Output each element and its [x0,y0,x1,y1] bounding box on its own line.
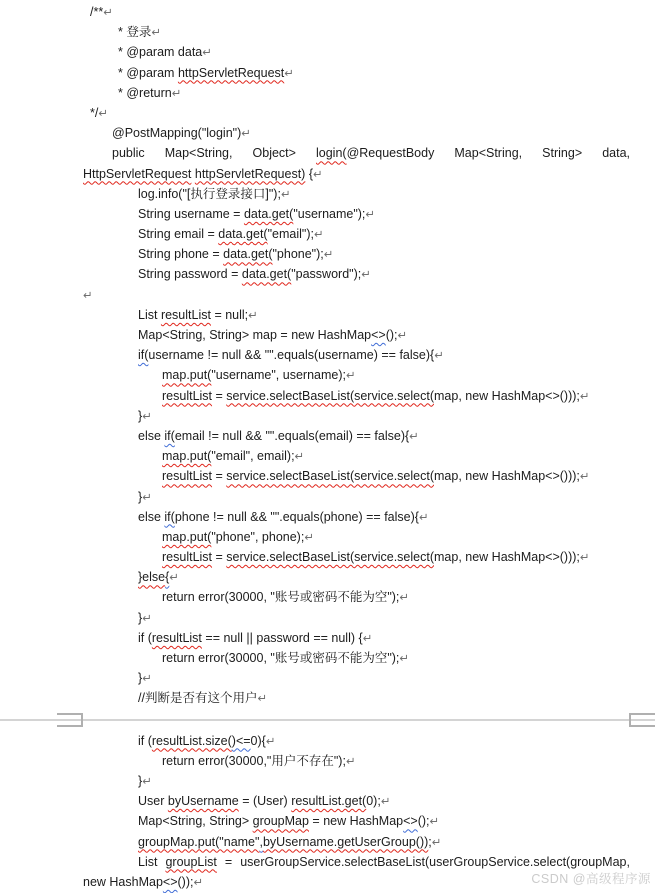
spelling-error-underline: map.put( [162,449,212,464]
code-line: }↵ [138,489,152,504]
spelling-error-underline: service.selectBaseList(service.select( [226,550,434,565]
code-line: return error(30000,"用户不存在");↵ [162,753,356,768]
code-line: else if(phone != null && "".equals(phone) == false){↵ [138,509,429,524]
pilcrow-mark-icon: ↵ [345,370,356,383]
pilcrow-mark-icon: ↵ [304,531,314,544]
spelling-error-underline: byUsername [167,794,239,809]
code-line [0,285,655,305]
pilcrow-mark-icon: ↵ [409,430,419,443]
code-line: String phone = data.get("phone");↵ [138,247,334,262]
pilcrow-mark-icon: ↵ [380,796,391,809]
grammar-error-underline: if( [164,428,175,443]
code-word: public [112,146,145,161]
spelling-error-underline: httpServletRequest) [194,166,306,181]
spelling-error-underline: resultList.size( [151,733,232,748]
pilcrow-mark-icon: ↵ [284,67,294,80]
code-line: }↵ [138,610,152,625]
pilcrow-mark-icon: ↵ [202,47,212,60]
page-break-divider[interactable] [0,709,655,731]
watermark: CSDN @高级程序源 [531,872,651,886]
pilcrow-mark-icon: ↵ [429,816,440,829]
grammar-error-underline: <> [371,328,386,342]
code-line: return error(30000, "账号或密码不能为空");↵ [162,590,410,605]
pilcrow-mark-icon: ↵ [142,673,152,686]
code-line: Map<String, String> groupMap = new HashMap<>();↵ [138,814,440,829]
pilcrow-mark-icon: ↵ [399,592,410,605]
code-line: groupMap.put("name",byUsername.getUserGroup());↵ [138,834,442,849]
pilcrow-mark-icon: ↵ [323,249,334,262]
code-line: User byUsername = (User) resultList.get(0);↵ [138,794,391,809]
code-line: new HashMap<>());↵ [83,874,204,889]
pilcrow-mark-icon: ↵ [142,491,152,504]
code-line: if(username != null && "".equals(username) == false){↵ [138,348,444,363]
code-word: login(@RequestBody [316,146,435,161]
code-line: }↵ [138,408,152,423]
grammar-error-underline: , [259,834,263,849]
grammar-error-underline: )<= [231,733,251,748]
code-line: map.put("phone", phone);↵ [162,529,314,544]
code-word: = [224,854,233,869]
code-line: resultList = service.selectBaseList(service.select(map, new HashMap<>()));↵ [162,469,590,484]
pilcrow-mark-icon: ↵ [103,7,113,19]
grammar-error-underline: if( [164,509,175,524]
code-line: * @param httpServletRequest↵ [118,65,294,80]
grammar-error-underline: if( [138,348,149,363]
code-line: HttpServletRequest httpServletRequest) {↵ [83,166,323,181]
spelling-error-underline: resultList [162,550,213,565]
pilcrow-mark-icon: ↵ [265,735,276,748]
pilcrow-mark-icon: ↵ [431,836,442,849]
spelling-error-underline: service.selectBaseList(service.select( [226,388,434,403]
spelling-error-underline: data.get( [218,227,268,242]
pilcrow-mark-icon: ↵ [579,390,590,403]
code-line: log.info("[执行登录接口]");↵ [138,186,291,201]
pilcrow-mark-icon: ↵ [579,552,590,565]
page-gap-line [0,719,655,721]
code-word: Object> [252,146,296,161]
code-line: /**↵ [90,5,113,19]
pilcrow-mark-icon: ↵ [83,289,93,302]
pilcrow-mark-icon: ↵ [399,653,410,665]
code-line: resultList = service.selectBaseList(service.select(map, new HashMap<>()));↵ [162,388,590,403]
pilcrow-mark-icon: ↵ [241,128,251,141]
spelling-error-underline: HttpServletRequest [83,166,192,181]
code-word: data, [602,146,630,161]
code-word: List [138,854,158,869]
code-line: return error(30000, "账号或密码不能为空");↵ [162,651,410,665]
code-line: //判断是否有这个用户↵ [138,691,268,706]
pilcrow-mark-icon: ↵ [142,775,152,788]
spelling-error-underline: resultList [162,469,213,484]
pilcrow-mark-icon: ↵ [397,330,408,342]
pilcrow-mark-icon: ↵ [365,208,376,221]
spelling-error-underline: data.get( [223,247,273,262]
spelling-error-underline: data.get( [243,206,294,221]
spelling-error-underline: byUsername.getUserGroup()) [262,834,429,849]
spelling-error-underline: login( [316,146,347,161]
pilcrow-mark-icon: ↵ [151,27,161,40]
spelling-error-underline: }else [138,570,166,585]
code-line: map.put("username", username);↵ [162,368,356,383]
code-word: String> [542,146,583,161]
pilcrow-mark-icon: ↵ [248,309,258,322]
code-line: @PostMapping("login")↵ [112,126,251,141]
grammar-error-underline: <> [162,874,178,889]
pilcrow-mark-icon: ↵ [169,572,179,585]
pilcrow-mark-icon: ↵ [361,269,371,282]
grammar-error-underline: <> [403,814,418,829]
pilcrow-mark-icon: ↵ [579,471,590,484]
spelling-error-underline: resultList.get( [291,794,367,809]
pilcrow-mark-icon: ↵ [171,87,182,100]
spelling-error-underline: groupMap [252,814,309,829]
pilcrow-mark-icon: ↵ [280,188,291,201]
spelling-error-underline: groupList [165,854,217,869]
page-corner-marker-left [57,713,83,727]
pilcrow-mark-icon: ↵ [418,511,429,524]
code-word: userGroupService.selectBaseList(userGroupService.select(groupMap, [240,854,630,869]
pilcrow-mark-icon: ↵ [313,229,324,242]
pilcrow-mark-icon: ↵ [142,612,152,625]
page-corner-marker-right [629,713,655,727]
code-line: * @param data↵ [118,45,212,60]
pilcrow-mark-icon: ↵ [434,350,444,363]
pilcrow-mark-icon: ↵ [142,410,152,423]
spelling-error-underline: map.put( [162,529,212,544]
code-line: String username = data.get("username");↵ [138,206,376,221]
code-line [0,143,655,163]
code-line: resultList = service.selectBaseList(service.select(map, new HashMap<>()));↵ [162,550,590,565]
code-line: Map<String, String> map = new HashMap<>();↵ [138,328,408,342]
grammar-error-underline: { [165,570,170,585]
pilcrow-mark-icon: ↵ [362,632,373,645]
code-line: List resultList = null;↵ [138,307,258,322]
code-line: String email = data.get("email");↵ [138,227,324,242]
spelling-error-underline: data.get( [241,267,292,282]
spelling-error-underline: resultList [160,307,211,322]
code-line: }↵ [138,773,152,788]
code-line: if (resultList.size()<=0){↵ [138,733,276,748]
spelling-error-underline: groupMap.put("name" [138,834,260,849]
spelling-error-underline: resultList [151,630,202,645]
code-word: Map<String, [164,146,233,161]
code-line: * @return↵ [118,85,182,100]
spelling-error-underline: service.selectBaseList(service.select( [226,469,434,484]
pilcrow-mark-icon: ↵ [193,876,204,889]
pilcrow-mark-icon: ↵ [345,755,356,768]
pilcrow-mark-icon: ↵ [313,168,323,181]
pilcrow-mark-icon: ↵ [257,693,268,706]
code-line: */↵ [90,105,108,120]
code-line: else if(email != null && "".equals(email) == false){↵ [138,428,419,443]
spelling-error-underline: resultList [162,388,213,403]
pilcrow-mark-icon: ↵ [294,451,305,464]
code-word: Map<String, [454,146,523,161]
spelling-error-underline: httpServletRequest [177,65,285,80]
code-line: * 登录↵ [118,25,161,40]
code-line: String password = data.get("password");↵ [138,267,371,282]
spelling-error-underline: map.put( [162,368,212,383]
code-line: if (resultList == null || password == null) {↵ [138,630,373,645]
pilcrow-mark-icon: ↵ [98,107,108,120]
code-line: map.put("email", email);↵ [162,449,305,464]
code-line: }↵ [138,671,152,686]
code-line [0,567,655,587]
code-word [165,852,216,872]
